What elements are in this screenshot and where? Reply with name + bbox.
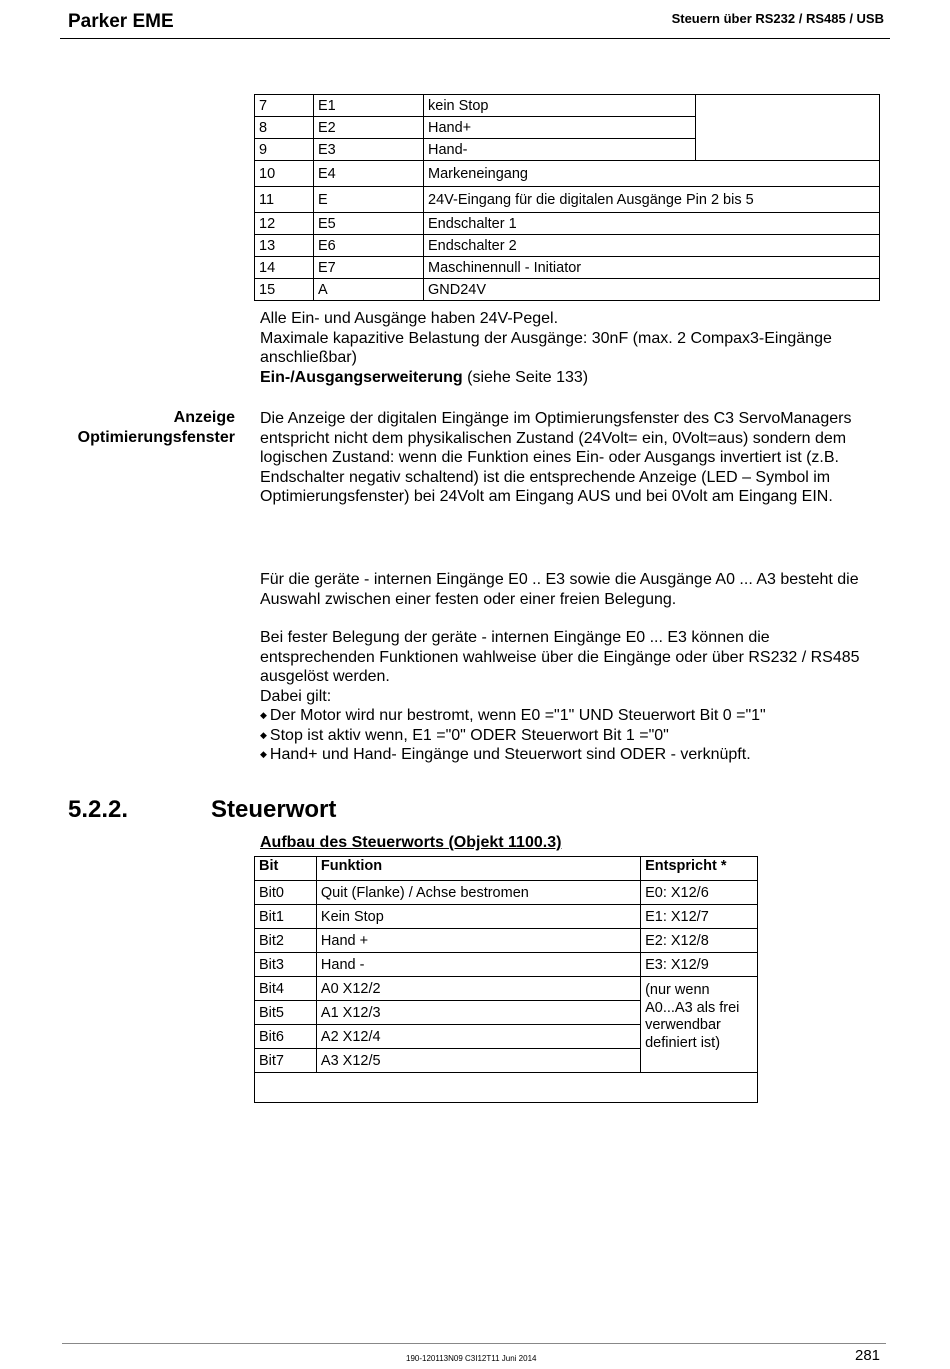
desc-cell: GND24V xyxy=(424,279,880,301)
bit-cell: Bit7 xyxy=(255,1049,317,1073)
corresponds-cell: E2: X12/8 xyxy=(641,929,758,953)
function-cell: Kein Stop xyxy=(316,905,640,929)
desc-cell: Markeneingang xyxy=(424,161,880,187)
footer-rule xyxy=(62,1343,886,1344)
table-row xyxy=(255,213,880,235)
table-row xyxy=(255,235,880,257)
desc-cell: Endschalter 2 xyxy=(424,235,880,257)
function-cell: A2 X12/4 xyxy=(316,1025,640,1049)
signal-cell: E6 xyxy=(314,235,424,257)
paragraph-belegung xyxy=(260,628,880,765)
note-levels: Alle Ein- und Ausgänge haben 24V-Pegel. xyxy=(260,310,559,327)
pin-cell: 11 xyxy=(255,187,314,213)
desc-cell: Hand- xyxy=(424,139,696,161)
table-row xyxy=(255,929,758,953)
table-row xyxy=(255,95,880,117)
belegung-text: Bei fester Belegung der geräte - internen Eingänge E0 ... E3 können die entsprechenden Funktionen wahlweise über die Eingänge oder über RS232 / RS485 ausgelöst werden. xyxy=(260,629,860,685)
note-capacitive: Maximale kapazitive Belastung der Ausgänge: 30nF (max. 2 Compax3-Eingänge anschließbar) xyxy=(260,329,832,366)
function-cell: A3 X12/5 xyxy=(316,1049,640,1073)
corresponds-cell: E3: X12/9 xyxy=(641,953,758,977)
table-row-empty xyxy=(255,1073,758,1103)
pin-cell: 10 xyxy=(255,161,314,187)
pin-table xyxy=(254,94,880,301)
side-label xyxy=(78,408,235,448)
free-use-note: (nur wenn A0...A3 als frei verwendbar definiert ist) xyxy=(641,977,758,1073)
pin-cell: 7 xyxy=(255,95,314,117)
function-cell: A1 X12/3 xyxy=(316,1001,640,1025)
dabei-text: Dabei gilt: xyxy=(260,687,332,705)
pin-cell: 8 xyxy=(255,117,314,139)
list-item: ◆ Der Motor wird nur bestromt, wenn E0 ="1" UND Steuerwort Bit 0 ="1" xyxy=(260,706,880,726)
bit-cell: Bit3 xyxy=(255,953,317,977)
side-label-line2: Optimierungsfenster xyxy=(77,429,235,446)
signal-cell: A xyxy=(314,279,424,301)
desc-cell: Maschinennull - Initiator xyxy=(424,257,880,279)
blank-cell xyxy=(696,95,880,161)
desc-cell: Hand+ xyxy=(424,117,696,139)
header-bit: Bit xyxy=(255,857,317,881)
signal-cell: E3 xyxy=(314,139,424,161)
list-item: ◆ Hand+ und Hand- Eingänge und Steuerwort sind ODER - verknüpft. xyxy=(260,745,880,765)
header-brand: Parker EME xyxy=(68,11,174,32)
pin-cell: 9 xyxy=(255,139,314,161)
table-row xyxy=(255,279,880,301)
bit-cell: Bit2 xyxy=(255,929,317,953)
table-row xyxy=(255,161,880,187)
signal-cell: E xyxy=(314,187,424,213)
desc-cell: Endschalter 1 xyxy=(424,213,880,235)
header-chapter: Steuern über RS232 / RS485 / USB xyxy=(671,11,884,26)
table-header-row xyxy=(255,857,758,881)
pin-cell: 14 xyxy=(255,257,314,279)
table-row xyxy=(255,977,758,1001)
function-cell: Hand + xyxy=(316,929,640,953)
note-extension xyxy=(260,368,880,388)
header-function: Funktion xyxy=(316,857,640,881)
extension-link-label: Ein-/Ausgangserweiterung xyxy=(260,368,463,386)
list-item: ◆ Stop ist aktiv wenn, E1 ="0" ODER Steuerwort Bit 1 ="0" xyxy=(260,726,880,746)
pin-cell: 13 xyxy=(255,235,314,257)
function-cell: Quit (Flanke) / Achse bestromen xyxy=(316,881,640,905)
steuerwort-table xyxy=(254,856,758,1103)
signal-cell: E5 xyxy=(314,213,424,235)
bit-cell: Bit0 xyxy=(255,881,317,905)
paragraph-anzeige: Die Anzeige der digitalen Eingänge im Optimierungsfenster des C3 ServoManagers entspricht nicht dem physikalischen Zustand (24Volt= ein, 0Volt=aus) sondern dem logischen Zustand: wenn die Funktion eines Ein- oder Ausgangs invertiert ist (z.B. Endschalter negativ schaltend) ist die entsprechende Anzeige (LED – Symbol im Optimierungsfenster) bei 24Volt am Eingang AUS und bei 0Volt am Eingang EIN. xyxy=(260,410,852,505)
table-row xyxy=(255,953,758,977)
signal-cell: E2 xyxy=(314,117,424,139)
signal-cell: E1 xyxy=(314,95,424,117)
bit-cell: Bit4 xyxy=(255,977,317,1001)
header-rule xyxy=(60,38,890,39)
bit-cell: Bit1 xyxy=(255,905,317,929)
bit-cell: Bit6 xyxy=(255,1025,317,1049)
function-cell: Hand - xyxy=(316,953,640,977)
function-cell: A0 X12/2 xyxy=(316,977,640,1001)
desc-cell: 24V-Eingang für die digitalen Ausgänge Pin 2 bis 5 xyxy=(424,187,880,213)
extension-page-ref: (siehe Seite 133) xyxy=(462,368,589,386)
signal-cell: E4 xyxy=(314,161,424,187)
table-row xyxy=(255,905,758,929)
desc-cell: kein Stop xyxy=(424,95,696,117)
header-corresponds: Entspricht * xyxy=(641,857,758,881)
pin-cell: 12 xyxy=(255,213,314,235)
table-caption: Aufbau des Steuerworts (Objekt 1100.3) xyxy=(260,834,562,851)
footer-doc-code: 190-120113N09 C3I12T11 Juni 2014 xyxy=(406,1354,537,1363)
table-row xyxy=(255,257,880,279)
corresponds-cell: E0: X12/6 xyxy=(641,881,758,905)
signal-cell: E7 xyxy=(314,257,424,279)
notes-block xyxy=(260,309,880,387)
bit-cell: Bit5 xyxy=(255,1001,317,1025)
section-title: Steuerwort xyxy=(211,796,337,823)
section-number: 5.2.2. xyxy=(68,796,129,823)
paragraph-auswahl: Für die geräte - internen Eingänge E0 .. E3 sowie die Ausgänge A0 ... A3 besteht die Auswahl zwischen einer festen oder einer freien Belegung. xyxy=(260,571,859,608)
page-number: 281 xyxy=(855,1347,881,1364)
empty-cell xyxy=(255,1073,758,1103)
table-row xyxy=(255,187,880,213)
table-row xyxy=(255,881,758,905)
corresponds-cell: E1: X12/7 xyxy=(641,905,758,929)
pin-cell: 15 xyxy=(255,279,314,301)
side-label-line1: Anzeige xyxy=(173,409,235,426)
